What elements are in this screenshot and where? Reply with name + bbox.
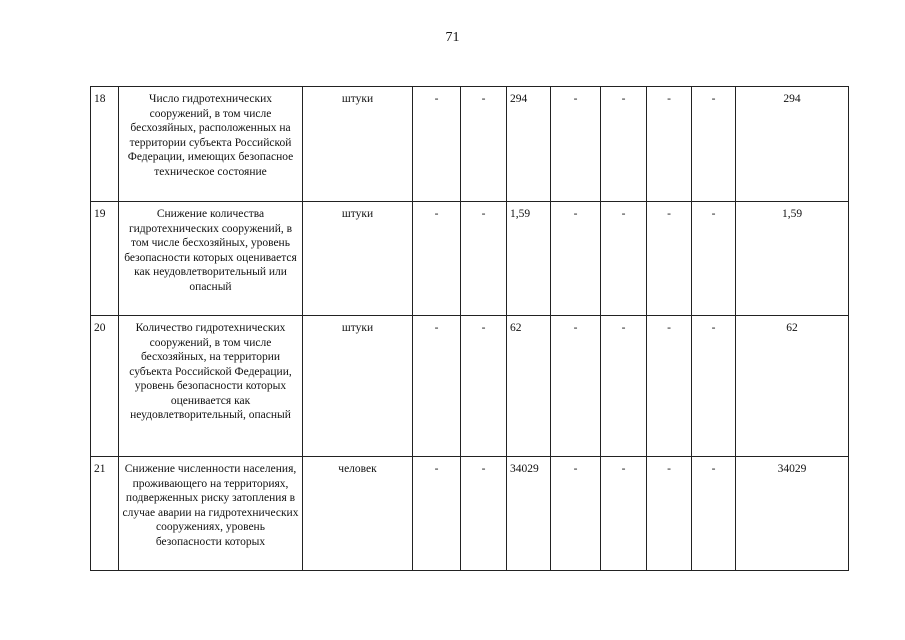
total-cell: 1,59 — [736, 202, 849, 316]
value-cell: - — [601, 202, 647, 316]
value-cell: 294 — [507, 87, 551, 202]
value-cell: - — [551, 202, 601, 316]
row-number: 21 — [91, 457, 119, 571]
value-cell: - — [413, 316, 461, 457]
value-cell: 34029 — [507, 457, 551, 571]
total-cell: 34029 — [736, 457, 849, 571]
table-row — [91, 316, 849, 457]
total-cell: 62 — [736, 316, 849, 457]
indicators-table — [90, 86, 849, 571]
value-cell: - — [647, 316, 692, 457]
value-cell: - — [692, 87, 736, 202]
value-cell: - — [461, 316, 507, 457]
value-cell: - — [692, 457, 736, 571]
value-cell: - — [461, 457, 507, 571]
value-cell: - — [461, 202, 507, 316]
value-cell: - — [551, 457, 601, 571]
total-cell: 294 — [736, 87, 849, 202]
value-cell: - — [692, 202, 736, 316]
row-number: 20 — [91, 316, 119, 457]
table-row — [91, 87, 849, 202]
value-cell: - — [647, 457, 692, 571]
page-number: 71 — [445, 30, 460, 45]
table-row — [91, 202, 849, 316]
value-cell: 1,59 — [507, 202, 551, 316]
value-cell: - — [551, 316, 601, 457]
value-cell: - — [601, 87, 647, 202]
unit-cell: человек — [303, 457, 413, 571]
indicator-name: Число гидротехнических сооружений, в том числе бесхозяйных, расположенных на территории субъекта Российской Федерации, имеющих безопасное техническое состояние — [119, 87, 303, 202]
value-cell: - — [647, 87, 692, 202]
value-cell: - — [461, 87, 507, 202]
value-cell: - — [692, 316, 736, 457]
table-row — [91, 457, 849, 571]
value-cell: - — [601, 316, 647, 457]
value-cell: - — [413, 457, 461, 571]
value-cell: - — [413, 202, 461, 316]
unit-cell: штуки — [303, 202, 413, 316]
indicator-name: Снижение количества гидротехнических сооружений, в том числе бесхозяйных, уровень безопасности которых оценивается как неудовлетворительный или опасный — [119, 202, 303, 316]
indicator-name: Снижение численности населения, проживающего на территориях, подверженных риску затопления в случае аварии на гидротехнических сооружениях, уровень безопасности которых — [119, 457, 303, 571]
unit-cell: штуки — [303, 87, 413, 202]
value-cell: 62 — [507, 316, 551, 457]
value-cell: - — [551, 87, 601, 202]
value-cell: - — [601, 457, 647, 571]
value-cell: - — [647, 202, 692, 316]
row-number: 18 — [91, 87, 119, 202]
value-cell: - — [413, 87, 461, 202]
row-number: 19 — [91, 202, 119, 316]
unit-cell: штуки — [303, 316, 413, 457]
indicator-name: Количество гидротехнических сооружений, в том числе бесхозяйных, на территории субъекта Российской Федерации, уровень безопасности которых оценивается как неудовлетворительный, опасный — [119, 316, 303, 457]
